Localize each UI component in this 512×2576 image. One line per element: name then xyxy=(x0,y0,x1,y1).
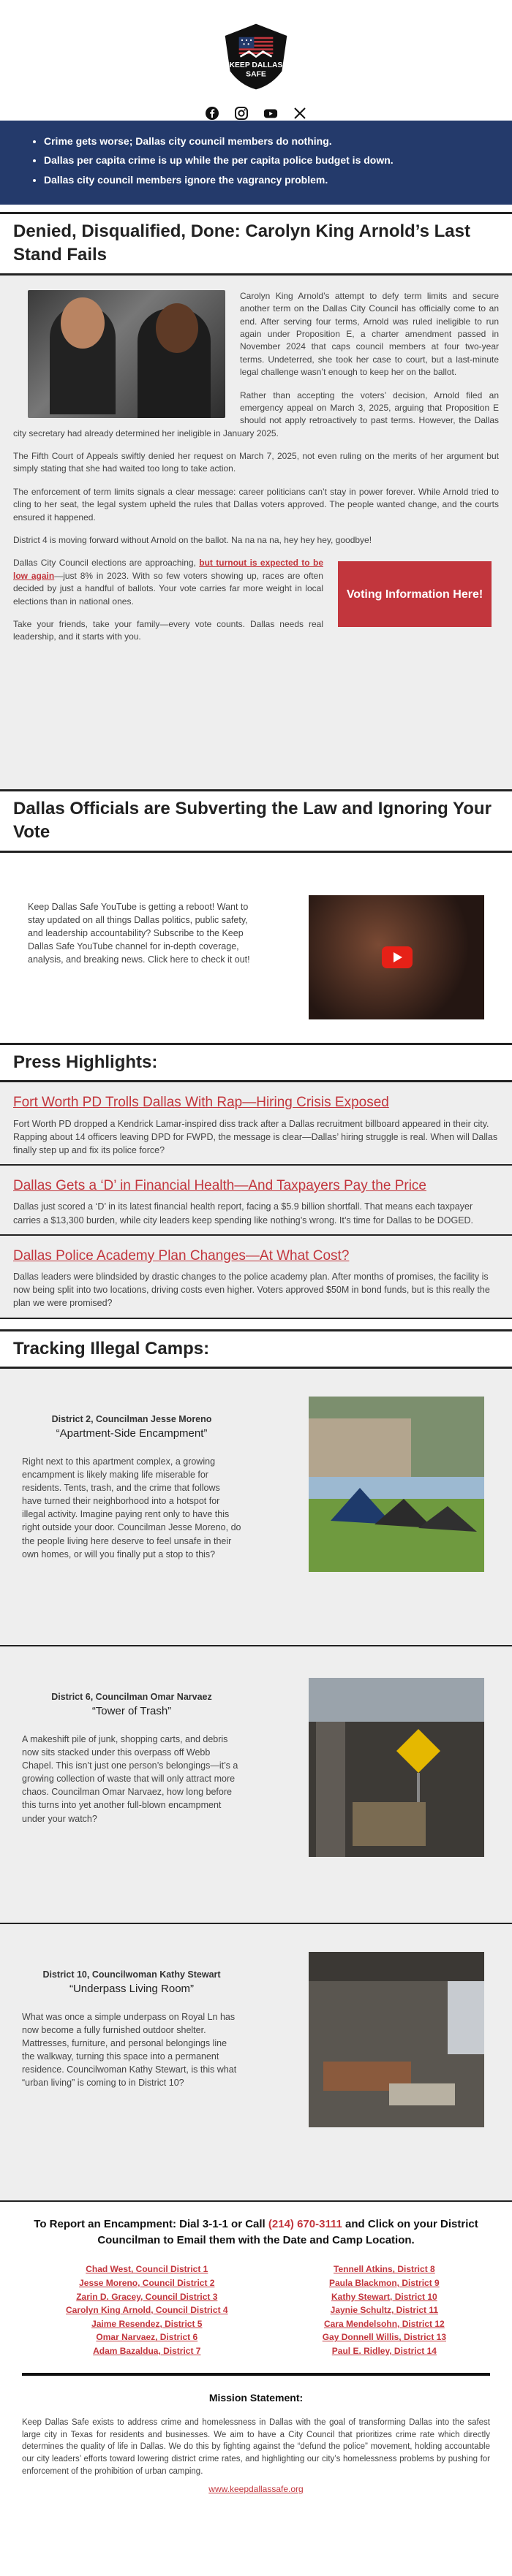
council-member-link[interactable]: Chad West, Council District 1 xyxy=(86,2264,208,2275)
press-item xyxy=(0,1166,512,1236)
arnold-paragraph-7: Take your friends, take your family—every vote counts. Dallas needs real leadership, and it starts with you. xyxy=(13,618,323,642)
camp-district: District 10, Councilwoman Kathy Stewart xyxy=(42,1969,221,1980)
keep-dallas-safe-logo[interactable] xyxy=(216,22,296,91)
voting-information-button[interactable]: Voting Information Here! xyxy=(338,561,492,627)
camps-section-title: Tracking Illegal Camps: xyxy=(0,1329,512,1369)
arnold-paragraph-6: Dallas City Council elections are approaching, but turnout is expected to be low again—just 8% in 2023. With so few voters showing up, races are often decided by just a handful of ballots. Your vote carries far more weight in local elections than in national ones. xyxy=(13,558,323,607)
press-item xyxy=(0,1236,512,1319)
council-member-link[interactable]: Zarin D. Gracey, Council District 3 xyxy=(76,2291,218,2302)
press-item xyxy=(0,1082,512,1166)
social-links xyxy=(205,106,307,121)
camp-title: “Apartment-Side Encampment” xyxy=(56,1427,208,1440)
report-instructions: To Report an Encampment: Dial 3-1-1 or Call (214) 670-3111 and Click on your District Councilman to Email them with the Date and Camp Location. xyxy=(34,2217,478,2246)
camp-description: Right next to this apartment complex, a growing encampment is likely making life miserable for residents. Tents, trash, and the crime that follows have turned their neighborhood into a hotspot for illegal activity. Imagine paying rent only to have this right outside your door. Councilman Jesse Moreno, do the people living here deserve to feel unsafe in their own homes, or will you finally put a stop to this? xyxy=(22,1456,241,1559)
logo-text-line2: SAFE xyxy=(246,70,266,79)
press-headline-link[interactable]: Fort Worth PD Trolls Dallas With Rap—Hiring Crisis Exposed xyxy=(13,1094,389,1110)
press-list xyxy=(0,1082,512,1319)
camp-entry xyxy=(0,1924,512,2202)
council-member-link[interactable]: Jaynie Schultz, District 11 xyxy=(330,2305,439,2316)
key-issues-banner xyxy=(0,121,512,205)
press-summary: Dallas leaders were blindsided by drastic changes to the police academy plan. After months of promises, the facility is now being split into two locations, driving costs even higher. Voters approved $50M in bond funds, but is this really the plan we were promised? xyxy=(13,1272,490,1309)
camp-entry xyxy=(0,1646,512,1924)
camp-description: What was once a simple underpass on Royal Ln has now become a fully furnished outdoor shelter. Mattresses, furniture, and personal belongings line the walkway, turning this space into a permanent residence. Councilwoman Kathy Stewart, is this what “urban living” is coming to in District 10? xyxy=(22,2011,237,2089)
arnold-section-title: Denied, Disqualified, Done: Carolyn King Arnold’s Last Stand Fails xyxy=(0,212,512,276)
turnout-link[interactable]: but turnout is expected to be low again xyxy=(13,558,323,581)
arnold-paragraph-1: Carolyn King Arnold’s attempt to defy term limits and secure another term on the Dallas City Council has officially come to an end. After serving four terms, Arnold was ruled ineligible to run again under Proposition E, a charter amendment passed in November 2024 that caps council members at four two-year terms. Undeterred, she took her case to court, but a last-minute legal challenge wasn’t enough to keep her on the ballot. xyxy=(240,290,499,378)
arnold-article xyxy=(0,276,512,789)
camp-photo xyxy=(309,1397,484,1572)
council-member-link[interactable]: Jesse Moreno, Council District 2 xyxy=(79,2278,215,2289)
camps-list xyxy=(0,1369,512,2202)
issue-item: • Crime gets worse; Dallas city council members do nothing. xyxy=(44,134,497,148)
youtube-section-title: Dallas Officials are Subverting the Law and Ignoring Your Vote xyxy=(0,789,512,853)
youtube-promo-text[interactable]: Keep Dallas Safe YouTube is getting a reboot! Want to stay updated on all things Dallas politics, public safety, and leadership accountability? Subscribe to the Keep Dallas Safe YouTube channel for in-depth coverage, analysis, and breaking news. Click here to check it out! xyxy=(28,901,250,965)
header xyxy=(0,0,512,121)
camp-title: “Underpass Living Room” xyxy=(69,1983,195,1996)
camp-district: District 2, Councilman Jesse Moreno xyxy=(51,1413,212,1424)
council-member-link[interactable]: Carolyn King Arnold, Council District 4 xyxy=(66,2305,228,2316)
press-summary: Dallas just scored a ‘D’ in its latest financial health report, facing a $5.9 billion shortfall. That means each taxpayer carries a $13,300 burden, while city leaders keep spending like nothing’s wrong. It’s time for Dallas to be DOGED. xyxy=(13,1201,474,1226)
camp-title: “Tower of Trash” xyxy=(91,1705,172,1718)
council-member-link[interactable]: Paula Blackmon, District 9 xyxy=(328,2278,440,2289)
mission-body: Keep Dallas Safe exists to address crime and homelessness in Dallas with the goal of transforming Dallas into the safest large city in Texas for residents and businesses. We aim to have a City Council that prioritizes crime rate which directly determines the quality of life in Dallas. We do this by fighting against the “defund the police” movement, holding accountable our city leaders’ efforts toward lowering district crime rates, and highlighting our city’s homelessness problems by pushing for enforcement of the prohibition of urban camping. xyxy=(22,2417,490,2476)
logo-text-line1: KEEP DALLAS xyxy=(229,61,283,70)
youtube-icon[interactable] xyxy=(263,106,278,121)
council-links xyxy=(66,2262,446,2357)
council-member-link[interactable]: Cara Mendelsohn, District 12 xyxy=(324,2318,445,2329)
report-phone-link[interactable]: (214) 670-3111 xyxy=(268,2217,342,2230)
play-icon[interactable] xyxy=(382,946,413,968)
x-icon[interactable] xyxy=(293,106,307,121)
youtube-promo xyxy=(0,853,512,1043)
mission-title: Mission Statement: xyxy=(208,2391,304,2404)
council-member-link[interactable]: Adam Bazaldua, District 7 xyxy=(93,2346,201,2357)
camp-photo xyxy=(309,1952,484,2127)
issue-item: • Dallas per capita crime is up while the per capita police budget is down. xyxy=(44,153,497,167)
arnold-paragraph-5: District 4 is moving forward without Arnold on the ballot. Na na na na, hey hey hey, goodbye! xyxy=(13,535,372,546)
press-headline-link[interactable]: Dallas Police Academy Plan Changes—At What Cost? xyxy=(13,1247,350,1264)
council-member-link[interactable]: Jaime Resendez, District 5 xyxy=(91,2318,203,2329)
mission-statement xyxy=(22,2390,490,2496)
press-section-title: Press Highlights: xyxy=(0,1043,512,1082)
camp-photo xyxy=(309,1674,484,1857)
divider xyxy=(22,2373,490,2376)
arnold-paragraph-3: The Fifth Court of Appeals swiftly denied her request on March 7, 2025, not even ruling on the merits of her argument but simply stating that she had waited too long to take action. xyxy=(13,451,499,474)
youtube-video-thumbnail[interactable] xyxy=(309,895,484,1019)
council-member-link[interactable]: Paul E. Ridley, District 14 xyxy=(331,2346,437,2357)
council-member-link[interactable]: Tennell Atkins, District 8 xyxy=(334,2264,435,2275)
arnold-paragraph-4: The enforcement of term limits signals a clear message: career politicians can’t stay in power forever. While Arnold tried to cling to her seat, the legal system upheld the rules that Dallas voters approved. The people wanted change, and the courts ensured it happened. xyxy=(13,486,499,523)
council-member-link[interactable]: Omar Narvaez, District 6 xyxy=(96,2332,198,2343)
camp-entry xyxy=(0,1369,512,1646)
issue-item: • Dallas city council members ignore the vagrancy problem. xyxy=(44,172,497,187)
council-member-link[interactable]: Gay Donnell Willis, District 13 xyxy=(322,2332,446,2343)
camp-description: A makeshift pile of junk, shopping carts, and debris now sits stacked under this overpass off Webb Chapel. This isn’t just one person’s belongings—it’s a growing collection of waste that will only attract more chaos. Councilman Omar Narvaez, how long before this turns into yet another full-blown encampment under your watch? xyxy=(22,1733,238,1824)
arnold-photo xyxy=(28,290,225,418)
instagram-icon[interactable] xyxy=(234,106,249,121)
council-member-link[interactable]: Kathy Stewart, District 10 xyxy=(331,2291,437,2302)
report-section xyxy=(0,2202,512,2495)
press-summary: Fort Worth PD dropped a Kendrick Lamar-inspired diss track after a Dallas recruitment billboard appeared in their city. Rapping about 14 officers leaving DPD for FWPD, the message is clear—Dallas’ hiring struggle is real. When will Dallas finally step up and fix its police force? xyxy=(13,1118,498,1155)
facebook-icon[interactable] xyxy=(205,106,219,121)
website-link[interactable]: www.keepdallassafe.org xyxy=(208,2484,304,2495)
camp-district: District 6, Councilman Omar Narvaez xyxy=(51,1691,212,1702)
press-headline-link[interactable]: Dallas Gets a ‘D’ in Financial Health—And Taxpayers Pay the Price xyxy=(13,1177,426,1193)
arnold-paragraph-2: Rather than accepting the voters’ decision, Arnold filed an emergency appeal on March 3, 2025, arguing that Proposition E should not apply retroactively to past terms. However, the Dallas city secretary had already determined her ineligible in January 2025. xyxy=(13,390,499,438)
